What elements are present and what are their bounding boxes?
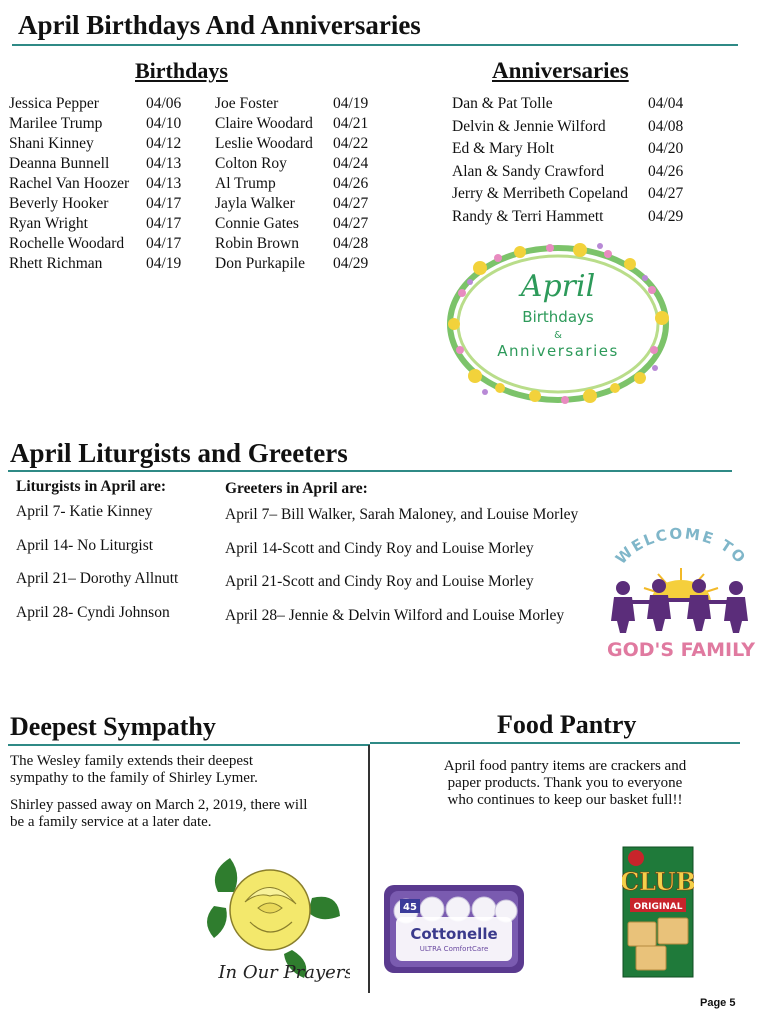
birthday-date: 04/28 (333, 235, 369, 252)
crackers-product (622, 846, 694, 978)
toilet-paper-product (382, 881, 526, 977)
tp-brand: Cottonelle (410, 925, 498, 943)
birthday-date: 04/22 (333, 135, 369, 152)
anniversary-date: 04/27 (648, 185, 684, 203)
liturgist-entry: April 21– Dorothy Allnutt (16, 570, 179, 587)
birthday-name: Marilee Trump (9, 115, 103, 132)
birthday-name: Beverly Hooker (9, 195, 109, 212)
liturgists-title: April Liturgists and Greeters (10, 438, 348, 468)
birthday-name: Colton Roy (215, 155, 287, 172)
svg-text:WELCOME TO (612, 524, 750, 568)
birthday-name: Ryan Wright (9, 215, 88, 232)
page-number: Page 5 (700, 997, 736, 1009)
birthday-name: Jessica Pepper (9, 95, 99, 112)
pantry-title: Food Pantry (497, 710, 637, 739)
birthday-date: 04/10 (146, 115, 182, 132)
birthdays-heading: Birthdays (135, 58, 228, 83)
toilet-paper-package-icon (382, 881, 526, 977)
club-crackers-box-icon (622, 846, 694, 978)
birthday-name: Rachel Van Hoozer (9, 175, 130, 192)
anniversary-date: 04/20 (648, 140, 684, 158)
birthday-name: Claire Woodard (215, 115, 313, 132)
birthday-name: Deanna Bunnell (9, 155, 110, 172)
birthday-name: Jayla Walker (215, 195, 295, 212)
anniversary-name: Randy & Terri Hammett (452, 208, 604, 225)
wreath-birthdays: Birthdays (522, 308, 594, 326)
in-our-prayers-caption: In Our Prayers (218, 962, 350, 983)
anniversary-name: Ed & Mary Holt (452, 140, 555, 158)
birthday-name: Don Purkapile (215, 255, 305, 272)
birthday-date: 04/06 (146, 95, 182, 112)
flower-wreath-icon (440, 238, 676, 410)
pantry-rule (370, 742, 740, 744)
birthday-date: 04/27 (333, 215, 369, 232)
birthday-date: 04/17 (146, 195, 182, 212)
gods-family-text: GOD'S FAMILY (606, 639, 756, 661)
birthday-name: Rochelle Woodard (9, 235, 125, 252)
welcome-graphic (596, 522, 766, 664)
birthday-name: Al Trump (215, 175, 276, 192)
birthday-date: 04/26 (333, 175, 369, 192)
anniversary-name: Jerry & Merribeth Copeland (452, 185, 629, 203)
birthday-date: 04/29 (333, 255, 369, 272)
page-title: April Birthdays And Anniversaries (18, 10, 421, 40)
birthday-date: 04/17 (146, 235, 182, 252)
welcome-family-icon (596, 522, 766, 664)
birthday-name: Leslie Woodard (215, 135, 313, 152)
sympathy-rule (8, 744, 370, 746)
anniversary-name: Alan & Sandy Crawford (452, 162, 604, 180)
tp-count: 45 (403, 902, 417, 913)
liturgists-heading: Liturgists in April are: (16, 478, 166, 495)
greeter-entry: April 14-Scott and Cindy Roy and Louise Morley (225, 539, 534, 557)
sympathy-paragraph-1: The Wesley family extends their deepest sympathy to the family of Shirley Lymer. (10, 753, 258, 786)
anniversary-date: 04/08 (648, 117, 684, 135)
greeter-entry: April 21-Scott and Cindy Roy and Louise Morley (225, 573, 534, 590)
yellow-rose-icon (200, 852, 350, 992)
sympathy-paragraph-2: Shirley passed away on March 2, 2019, there will be a family service at a later date. (10, 797, 308, 830)
birthday-date: 04/19 (333, 95, 369, 112)
anniversaries-heading: Anniversaries (492, 58, 629, 83)
wreath-anniversaries: Anniversaries (497, 342, 619, 360)
birthday-name: Connie Gates (215, 215, 299, 232)
liturgist-entry: April 28- Cyndi Johnson (16, 603, 170, 621)
wreath-april: April (520, 269, 596, 304)
header-rule (12, 44, 738, 46)
sympathy-title: Deepest Sympathy (10, 712, 216, 741)
birthday-date: 04/17 (146, 215, 182, 232)
birthday-name: Robin Brown (215, 235, 299, 252)
liturgist-entry: April 7- Katie Kinney (16, 503, 153, 520)
prayer-graphic (200, 852, 350, 992)
wreath-amp: & (554, 330, 562, 341)
birthday-name: Rhett Richman (9, 255, 103, 272)
birthday-date: 04/12 (146, 135, 182, 152)
club-variant: ORIGINAL (633, 902, 683, 912)
wreath-graphic (440, 238, 676, 410)
birthday-date: 04/24 (333, 155, 369, 172)
liturgist-entry: April 14- No Liturgist (16, 536, 154, 554)
greeters-heading: Greeters in April are: (225, 480, 368, 497)
club-brand: CLUB (622, 867, 694, 896)
birthday-date: 04/13 (146, 175, 182, 192)
anniversary-date: 04/29 (648, 208, 684, 225)
pantry-text: April food pantry items are crackers and paper products. Thank you to everyone who continues to keep our basket full!! (443, 758, 687, 808)
section-divider (368, 745, 370, 993)
birthday-date: 04/27 (333, 195, 369, 212)
greeter-entry: April 7– Bill Walker, Sarah Maloney, and Louise Morley (225, 506, 579, 523)
anniversary-name: Dan & Pat Tolle (452, 95, 553, 112)
birthday-date: 04/19 (146, 255, 182, 272)
welcome-text: WELCOME TO (611, 524, 751, 568)
birthday-name: Shani Kinney (9, 135, 94, 152)
anniversary-date: 04/04 (648, 95, 684, 112)
greeter-entry: April 28– Jennie & Delvin Wilford and Louise Morley (225, 606, 565, 624)
birthday-name: Joe Foster (215, 95, 279, 112)
anniversary-date: 04/26 (648, 162, 684, 180)
anniversary-name: Delvin & Jennie Wilford (452, 117, 606, 135)
liturgists-rule (8, 470, 732, 472)
tp-line: ULTRA ComfortCare (419, 945, 489, 953)
birthday-date: 04/13 (146, 155, 182, 172)
birthday-date: 04/21 (333, 115, 369, 132)
